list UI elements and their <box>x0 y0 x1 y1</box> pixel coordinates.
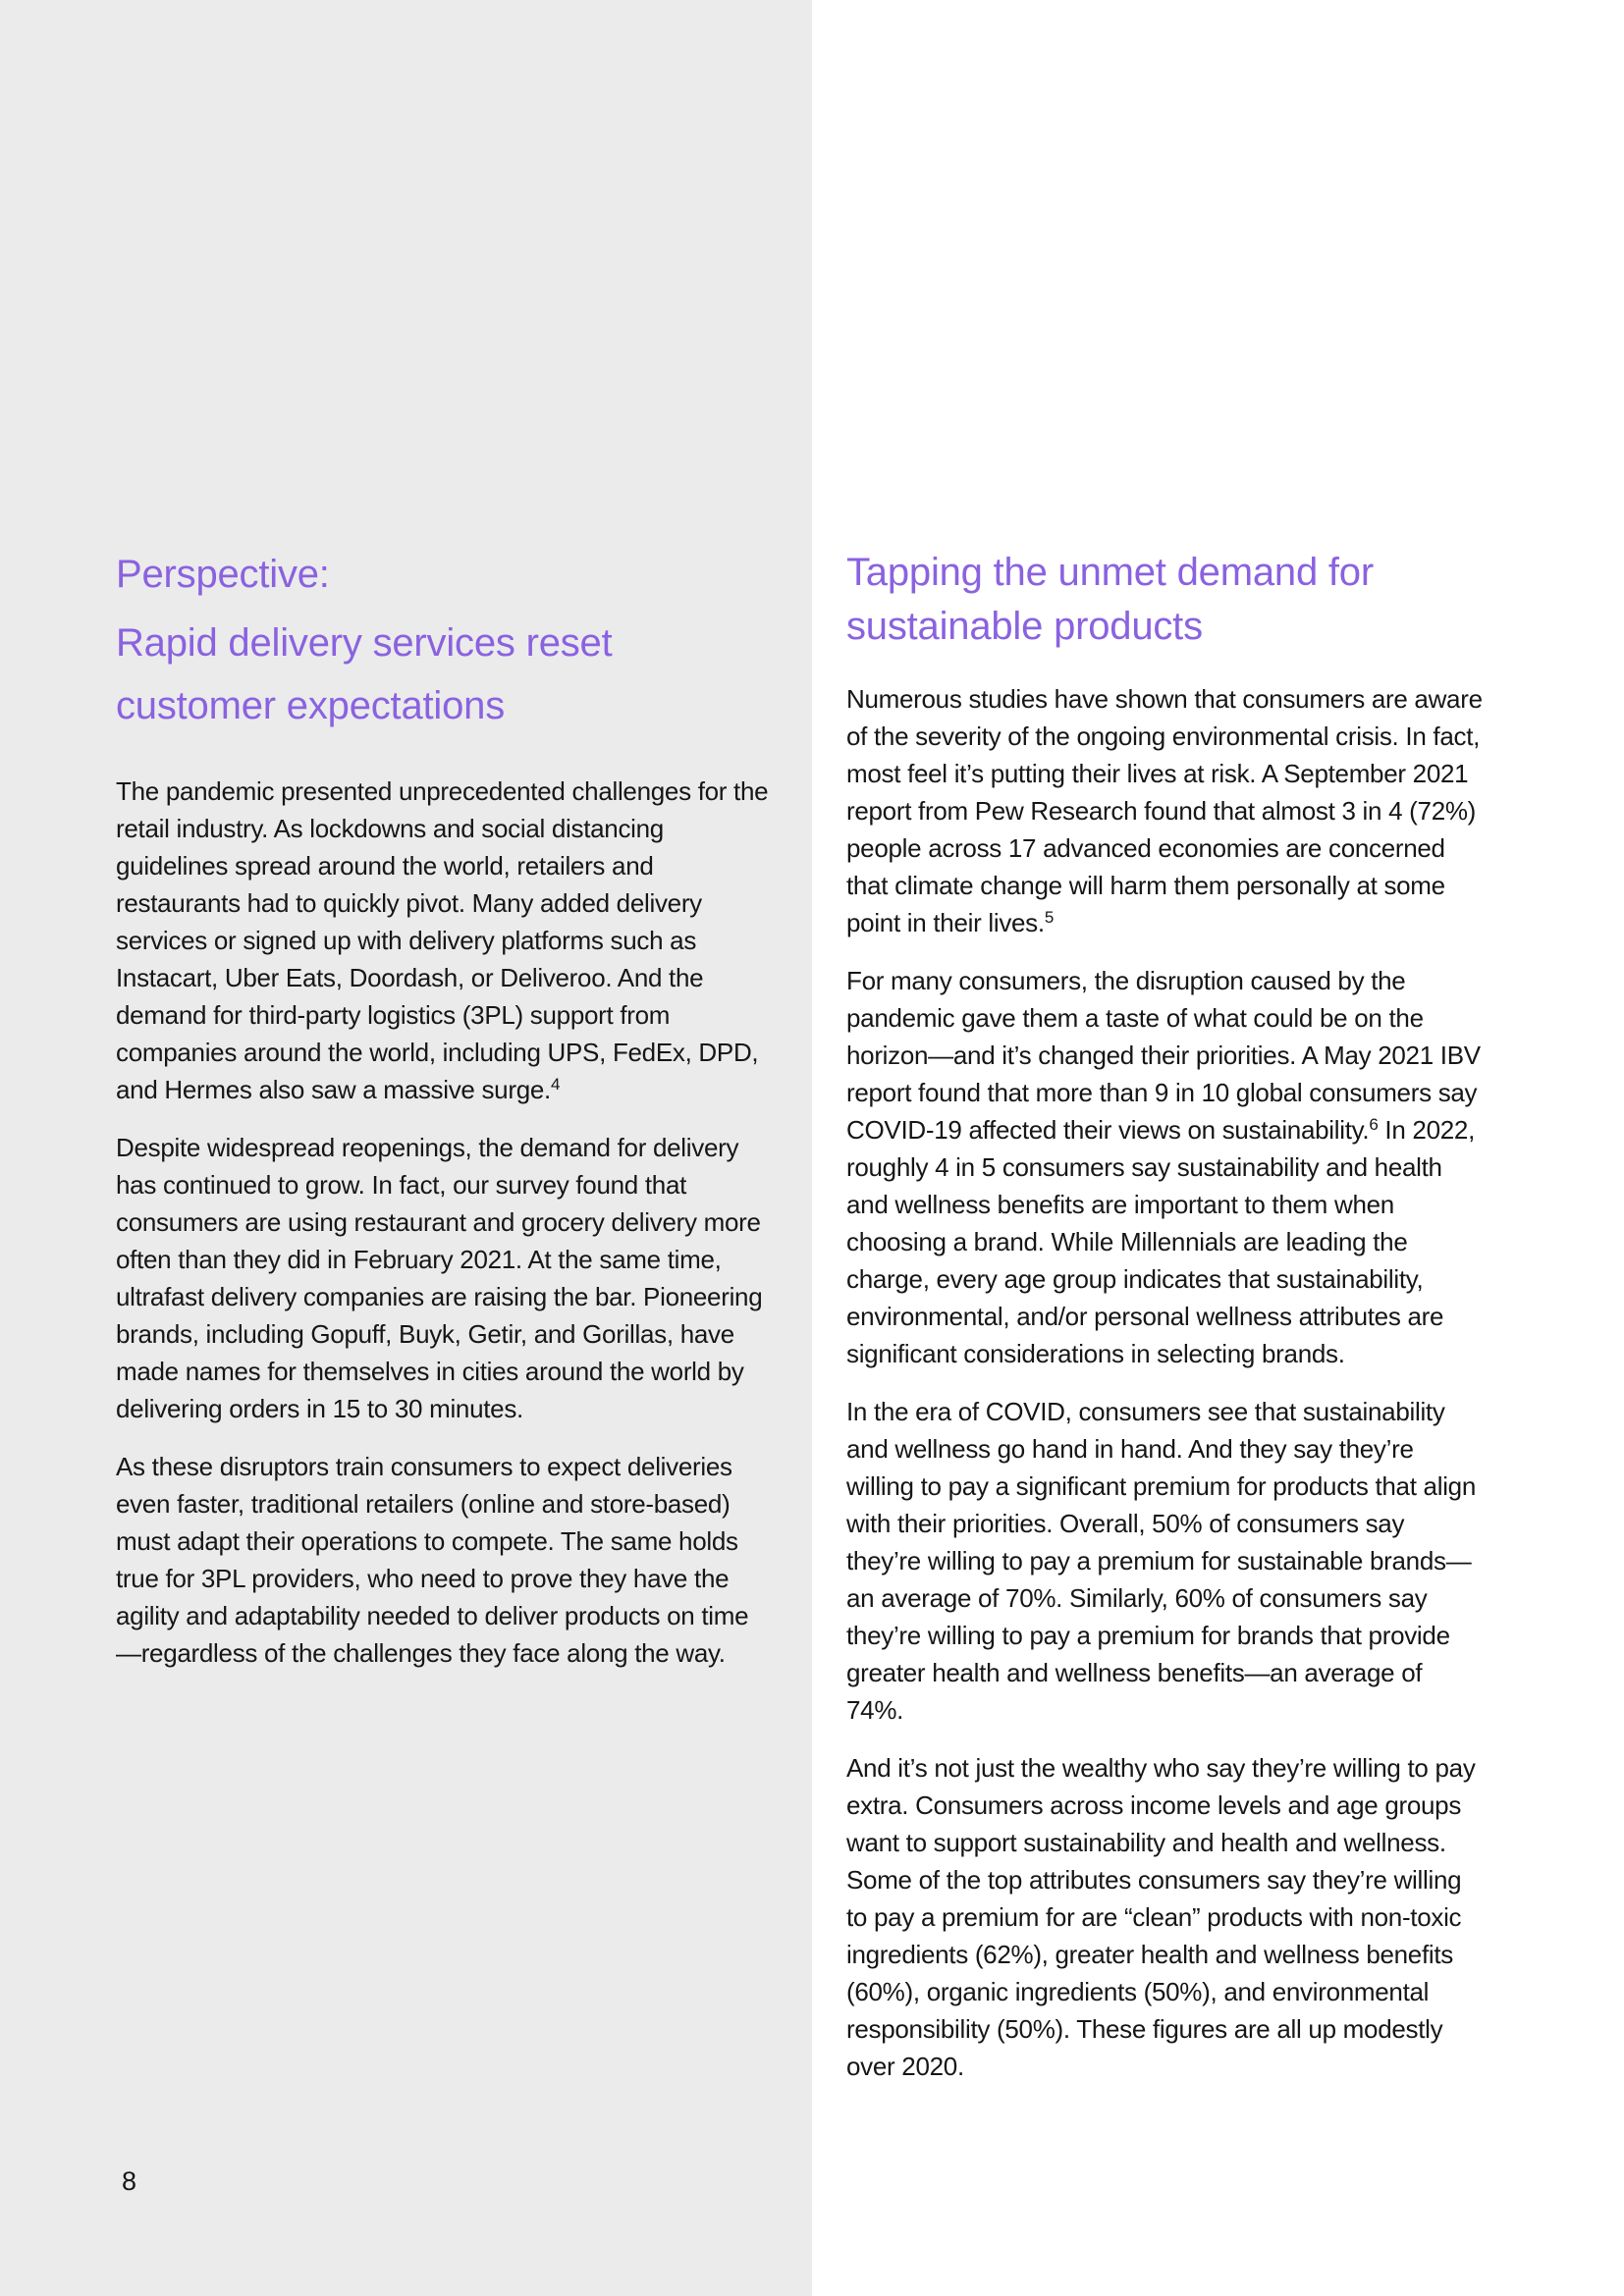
body-paragraph: And it’s not just the wealthy who say they’re willing to pay extra. Consumers across income levels and age groups want to support sustainability and health and wellness. Some of the top attributes consumers say they’re willing to pay a premium for are “clean” products with non-toxic ingredients (62%), greater health and wellness benefits (60%), organic ingredients (50%), and environmental responsibility (50%). These figures are all up modestly over 2020. <box>846 1753 1476 2081</box>
body-paragraph: For many consumers, the disruption caused by the pandemic gave them a taste of what could be on the horizon—and it’s changed their priorities. A May 2021 IBV report found that more than 9 in 10 global consumers say COVID-19 affected their views on sustainability.$^6$ In 2022, roughly 4 in 5 consumers say sustainability and health and wellness benefits are important to them when choosing a brand. While Millennials are leading the charge, every age group indicates that sustainability, environmental, and/or personal wellness attributes are significant considerations in selecting brands. <box>846 966 1481 1368</box>
left-column-title: Rapid delivery services reset customer expectations <box>116 621 613 727</box>
body-paragraph: In the era of COVID, consumers see that sustainability and wellness go hand in hand. And they say they’re willing to pay a significant premium for products that align with their priorities. Overall, 50% of consumers say they’re willing to pay a premium for sustainable brands—an average of 70%. Similarly, 60% of consumers say they’re willing to pay a premium for brands that provide greater health and wellness benefits—an average of 74%. <box>846 1397 1476 1725</box>
left-column <box>116 543 772 1672</box>
right-column-title: Tapping the unmet demand for sustainable products <box>846 551 1374 648</box>
body-paragraph: As these disruptors train consumers to expect deliveries even faster, traditional retailers (online and store-based) must adapt their operations to compete. The same holds true for 3PL providers, who need to prove they have the agility and adaptability needed to deliver products on time—regardless of the challenges they face along the way. <box>116 1452 749 1668</box>
body-paragraph: Despite widespread reopenings, the demand for delivery has continued to grow. In fact, our survey found that consumers are using restaurant and grocery delivery more often than they did in February 2021. At the same time, ultrafast delivery companies are raising the bar. Pioneering brands, including Gopuff, Buyk, Getir, and Gorillas, have made names for themselves in cities around the world by delivering orders in 15 to 30 minutes. <box>116 1133 763 1423</box>
left-column-body <box>116 773 772 1672</box>
right-column-body <box>846 680 1485 2085</box>
body-paragraph: The pandemic presented unprecedented challenges for the retail industry. As lockdowns and social distancing guidelines spread around the world, retailers and restaurants had to quickly pivot. Many added delivery services or signed up with delivery platforms such as Instacart, Uber Eats, Doordash, or Deliveroo. And the demand for third-party logistics (3PL) support from companies around the world, including UPS, FedEx, DPD, and Hermes also saw a massive surge.$^4$ <box>116 776 769 1104</box>
page-number: 8 <box>122 2166 136 2196</box>
body-paragraph: Numerous studies have shown that consumers are aware of the severity of the ongoing environmental crisis. In fact, most feel it’s putting their lives at risk. A September 2021 report from Pew Research found that almost 3 in 4 (72%) people across 17 advanced economies are concerned that climate change will harm them personally at some point in their lives.$^5$ <box>846 684 1483 937</box>
perspective-kicker: Perspective: <box>116 553 330 596</box>
right-column <box>846 546 1485 2085</box>
